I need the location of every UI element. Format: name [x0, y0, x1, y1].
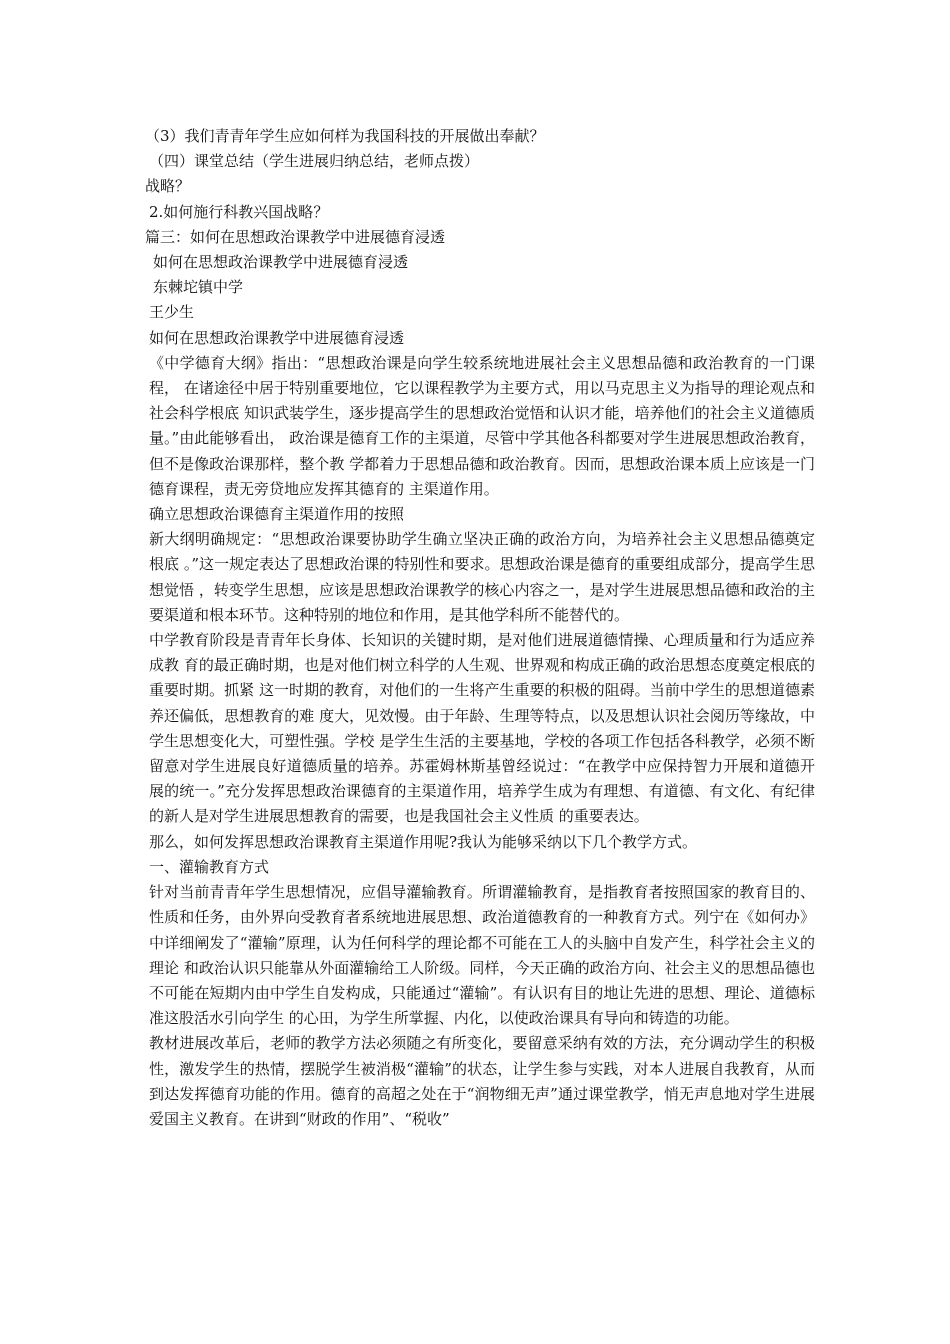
- school-name: 东棘坨镇中学: [153, 278, 244, 297]
- section-summary-line: （四）课堂总结（学生进展归纳总结，老师点拨）: [149, 152, 480, 171]
- paragraph-new-syllabus: 新大纲明确规定：“思想政治课要协助学生确立坚决正确的政治方向，为培养社会主义思想品德奠定根底 。”这一规定表达了思想政治课的特别性和要求。思想政治课是德育的重要组成部分，提高学生思想觉悟 ，转变学生思想，应该是思想政治课教学的核心内容之一，是对学生进展思想品德和政治的主要渠道和根本环节。这种特别的地位和作用，是其他学科所不能替代的。: [149, 530, 815, 624]
- paragraph-middle-school: 中学教育阶段是青青年长身体、长知识的关键时期，是对他们进展道德情操、心理质量和行为适应养成教 育的最正确时期，也是对他们树立科学的人生观、世界观和构成正确的政治思想态度奠定根底的重要时期。抓紧 这一时期的教育，对他们的一生将产生重要的积极的阻碍。当前中学生的思想道德素养还偏低，思想教育的难 度大，见效慢。由于年龄、生理等特点，以及思想认识社会阅历等缘故，中学生思想变化大，可塑性强。学校 是学生生活的主要基地，学校的各项工作包括各科教学，必须不断留意对学生进展良好道德质量的培养。苏霍姆林斯基曾经说过：“在教学中应保持智力开展和道德开展的统一。”充分发挥思想政治课德育的主渠道作用，培养学生成为有理想、有道德、有文化、有纪律的新人是对学生进展思想教育的需要，也是我国社会主义性质 的重要表达。: [149, 631, 815, 826]
- document-body: [145, 124, 815, 1132]
- author-name: 王少生: [149, 303, 195, 322]
- paragraph-infusion: 针对当前青青年学生思想情况，应倡导灌输教育。所谓灌输教育，是指教育者按照国家的教育目的、性质和任务，由外界向受教育者系统地进展思想、政治道德教育的一种教育方式。列宁在《如何办》中详细阐发了“灌输”原理，认为任何科学的理论都不可能在工人的头脑中自发产生，科学社会主义的理论 和政治认识只能靠从外面灌输给工人阶级。同样，今天正确的政治方向、社会主义的思想品德也不可能在短期内由中学生自发构成，只能通过“灌输”。有认识有目的地让先进的思想、理论、道德标准这股活水引向学生 的心田，为学生所掌握、内化，以使政治课具有导向和铸造的功能。: [149, 883, 815, 1028]
- paragraph-methods-intro: 那么，如何发挥思想政治课教育主渠道作用呢?我认为能够采纳以下几个教学方式。: [149, 832, 698, 851]
- question-2-line: 2.如何施行科教兴国战略？: [149, 202, 329, 221]
- section-heading-basis: 确立思想政治课德育主渠道作用的按照: [149, 505, 405, 524]
- article-subtitle: 如何在思想政治课教学中进展德育浸透: [149, 328, 405, 347]
- chapter-heading: 篇三：如何在思想政治课教学中进展德育浸透: [145, 227, 446, 246]
- article-title: 如何在思想政治课教学中进展德育浸透: [153, 253, 409, 272]
- paragraph-intro: 《中学德育大纲》指出：“思想政治课是向学生较系统地进展社会主义思想品德和政治教育的一门课程， 在诸途径中居于特别重要地位，它以课程教学为主要方式，用以马克思主义为指导的理论观点和社会科学根底 知识武装学生，逐步提高学生的思想政治觉悟和认识才能，培养他们的社会主义道德质量。”由此能够看出， 政治课是德育工作的主渠道，尽管中学其他各科都要对学生进展思想政治教育，但不是像政治课那样，整个教 学都着力于思想品德和政治教育。因而，思想政治课本质上应该是一门德育课程，责无旁贷地应发挥其德育的 主渠道作用。: [149, 353, 815, 498]
- fragment-line: 战略？: [145, 177, 191, 196]
- paragraph-textbook-reform: 教材进展改革后，老师的教学方法必须随之有所变化，要留意采纳有效的方法，充分调动学生的积极性，激发学生的热情，摆脱学生被消极“灌输”的状态，让学生参与实践，对本人进展自我教育，从而到达发挥德育功能的作用。德育的高超之处在于“润物细无声”通过课堂教学，悄无声息地对学生进展爱国主义教育。在讲到“财政的作用”、“税收”: [149, 1034, 815, 1128]
- question-line: （3）我们青青年学生应如何样为我国科技的开展做出奉献？: [145, 127, 545, 145]
- section-heading-method-1: 一、灌输教育方式: [149, 857, 270, 876]
